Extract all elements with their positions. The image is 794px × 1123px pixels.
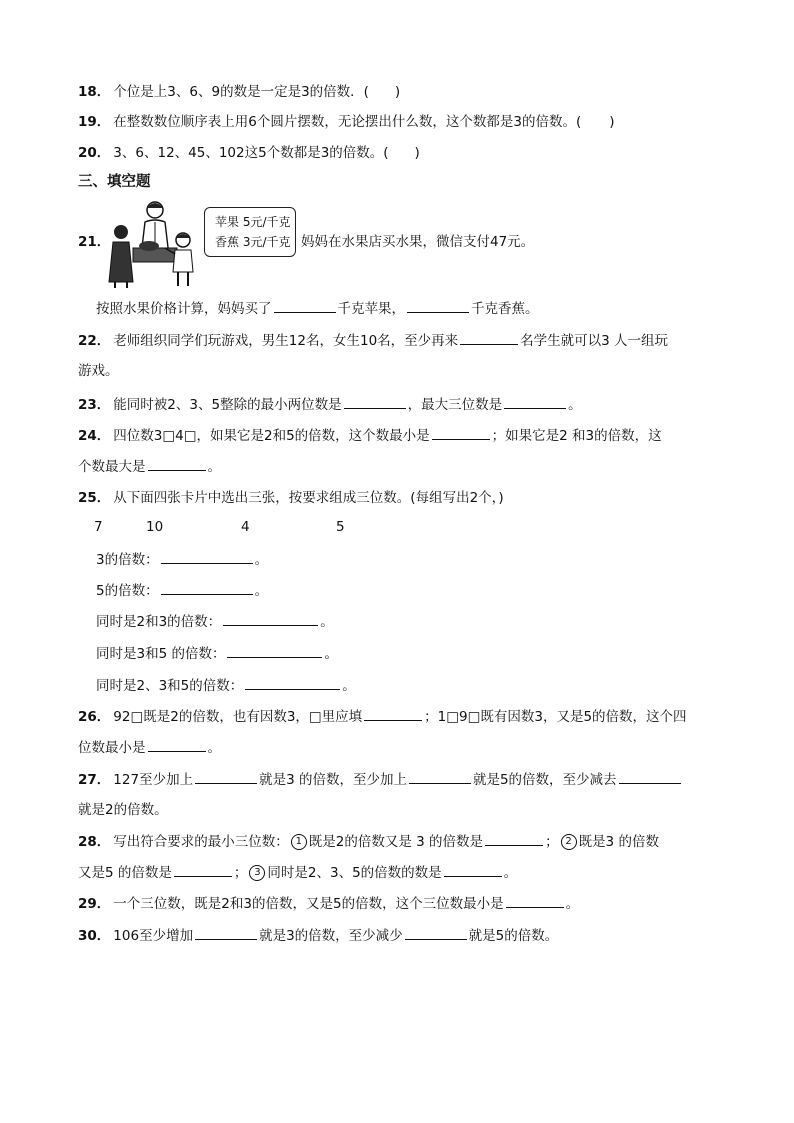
bracket-close: ) [609,114,615,130]
question-text: 127至少加上 [113,772,194,788]
answer-blank[interactable] [195,769,257,784]
answer-blank[interactable] [504,394,566,409]
circled-number-1: 1 [291,834,307,850]
apple-price: 苹果 5元/千克 [215,215,291,229]
question-text: 从下面四张卡片中选出三张，按要求组成三位数。(每组写出2个，) [113,490,504,506]
question-text: 。 [565,896,580,912]
answer-blank[interactable] [405,925,467,940]
question-25 [78,488,504,508]
answer-blank[interactable] [161,549,253,564]
question-text: 就是3 的倍数，至少加上 [259,772,407,788]
question-number: 29． [78,896,111,912]
question-text: 92□既是2的倍数，也有因数3，□里应填 [113,709,363,725]
question-number: 23． [78,397,111,413]
question-text: 同时是2、3和5的倍数： [96,678,244,694]
question-text: 。 [254,583,269,599]
answer-blank[interactable] [174,862,232,877]
question-text: 老师组织同学们玩游戏，男生12名，女生10名，至少再来 [113,333,459,349]
card-4: 5 [336,519,345,535]
circled-number-3: 3 [249,865,265,881]
question-29 [78,893,579,914]
question-number: 19． [78,114,111,130]
question-number: 21． [78,234,111,250]
answer-blank[interactable] [344,394,406,409]
question-20 [78,143,420,163]
question-number: 20． [78,145,111,161]
question-text: ；1□9□既有因数3，又是5的倍数，这个四 [424,709,687,725]
question-text: 写出符合要求的最小三位数： [113,834,289,850]
question-28 [78,831,659,852]
question-text: 四位数3□4□，如果它是2和5的倍数，这个数最小是 [113,428,430,444]
banana-price: 香蕉 3元/千克 [215,235,291,249]
question-text: 个位是上3、6、9的数是一定是3的倍数．( [113,84,369,100]
question-text: 既是3 的倍数 [578,834,659,850]
question-text: 个数最大是 [78,459,146,475]
question-number: 24． [78,428,111,444]
question-25-row-5 [96,675,356,696]
question-25-row-2 [96,580,268,601]
question-text: 既是2的倍数又是 3 的倍数是 [308,834,484,850]
question-text: 。 [503,865,518,881]
answer-blank[interactable] [161,580,253,595]
question-18 [78,82,400,102]
question-text: 。 [207,459,221,475]
section-heading: 三、填空题 [78,174,151,190]
question-text: 就是5的倍数，至少减去 [472,772,617,788]
question-text: 。 [568,397,582,413]
answer-blank[interactable] [364,706,422,721]
question-22-cont: 游戏。 [78,363,119,379]
question-text: ； [233,865,248,881]
answer-blank[interactable] [223,611,318,626]
question-21-line2 [96,298,539,319]
card-3: 4 [241,519,250,535]
question-text: 。 [324,646,338,662]
question-19 [78,112,615,132]
answer-blank[interactable] [148,737,206,752]
question-text: 千克苹果， [337,301,405,317]
question-text: 同时是3和5 的倍数： [96,646,226,662]
question-text: ； [545,834,559,850]
question-text: 位数最小是 [78,740,146,756]
question-text: 。 [342,678,356,694]
question-number: 18． [78,84,111,100]
answer-blank[interactable] [432,425,490,440]
question-number: 28． [78,834,111,850]
answer-blank[interactable] [227,643,322,658]
question-21-text: 妈妈在水果店买水果，微信支付47元。 [301,234,535,250]
answer-blank[interactable] [409,769,471,784]
question-24 [78,425,662,446]
question-text: ，最大三位数是 [407,397,503,413]
question-number: 30． [78,928,111,944]
question-text: 。 [207,740,221,756]
question-22 [78,330,668,351]
bracket-close: ) [394,84,401,100]
answer-blank[interactable] [506,893,564,908]
question-number: 26． [78,709,111,725]
question-text: 千克香蕉。 [471,301,539,317]
question-text: 名学生就可以3 人一组玩 [520,333,669,349]
question-text: ；如果它是2 和3的倍数，这 [491,428,662,444]
card-1: 7 [94,519,103,535]
answer-blank[interactable] [245,675,340,690]
card-2: 10 [146,519,164,535]
question-text: 。 [254,552,269,568]
question-24-cont [78,456,221,477]
question-25-row-3 [96,611,334,632]
bracket-close: ) [414,145,420,161]
question-number: 25． [78,490,111,506]
question-text: 在整数数位顺序表上用6个圆片摆数，无论摆出什么数，这个数都是3的倍数。( [113,114,582,130]
question-number: 27． [78,772,111,788]
question-26 [78,706,687,727]
answer-blank-apple[interactable] [274,298,336,313]
question-30 [78,925,558,946]
question-text: 能同时被2、3、5整除的最小两位数是 [113,397,342,413]
answer-blank[interactable] [619,769,681,784]
question-text: 就是3的倍数，至少减少 [259,928,403,944]
answer-blank[interactable] [460,330,518,345]
question-text: 同时是2、3、5的倍数的数是 [267,865,442,881]
question-text: 就是5的倍数。 [468,928,559,944]
question-text: 3的倍数： [96,552,159,568]
answer-blank-banana[interactable] [407,298,469,313]
answer-blank[interactable] [444,862,502,877]
question-27 [78,769,683,790]
price-sign [204,207,296,257]
question-26-cont [78,737,221,758]
question-text: 按照水果价格计算，妈妈买了 [96,301,272,317]
fruit-shop-illustration [103,196,203,288]
answer-blank[interactable] [195,925,257,940]
question-text: 106至少增加 [113,928,194,944]
question-text: 3、6、12、45、102这5个数都是3的倍数。( [113,145,389,161]
question-25-row-4 [96,643,338,664]
question-text: 又是5 的倍数是 [78,865,172,881]
question-28-cont [78,862,517,883]
question-23 [78,394,582,415]
question-25-row-1 [96,549,268,570]
answer-blank[interactable] [148,456,206,471]
question-number: 22． [78,333,111,349]
question-27-cont: 就是2的倍数。 [78,802,168,818]
circled-number-2: 2 [561,834,577,850]
question-text: 一个三位数，既是2和3的倍数，又是5的倍数，这个三位数最小是 [113,896,504,912]
answer-blank[interactable] [485,831,543,846]
question-text: 。 [320,614,334,630]
question-text: 5的倍数： [96,583,159,599]
question-text: 同时是2和3的倍数： [96,614,222,630]
